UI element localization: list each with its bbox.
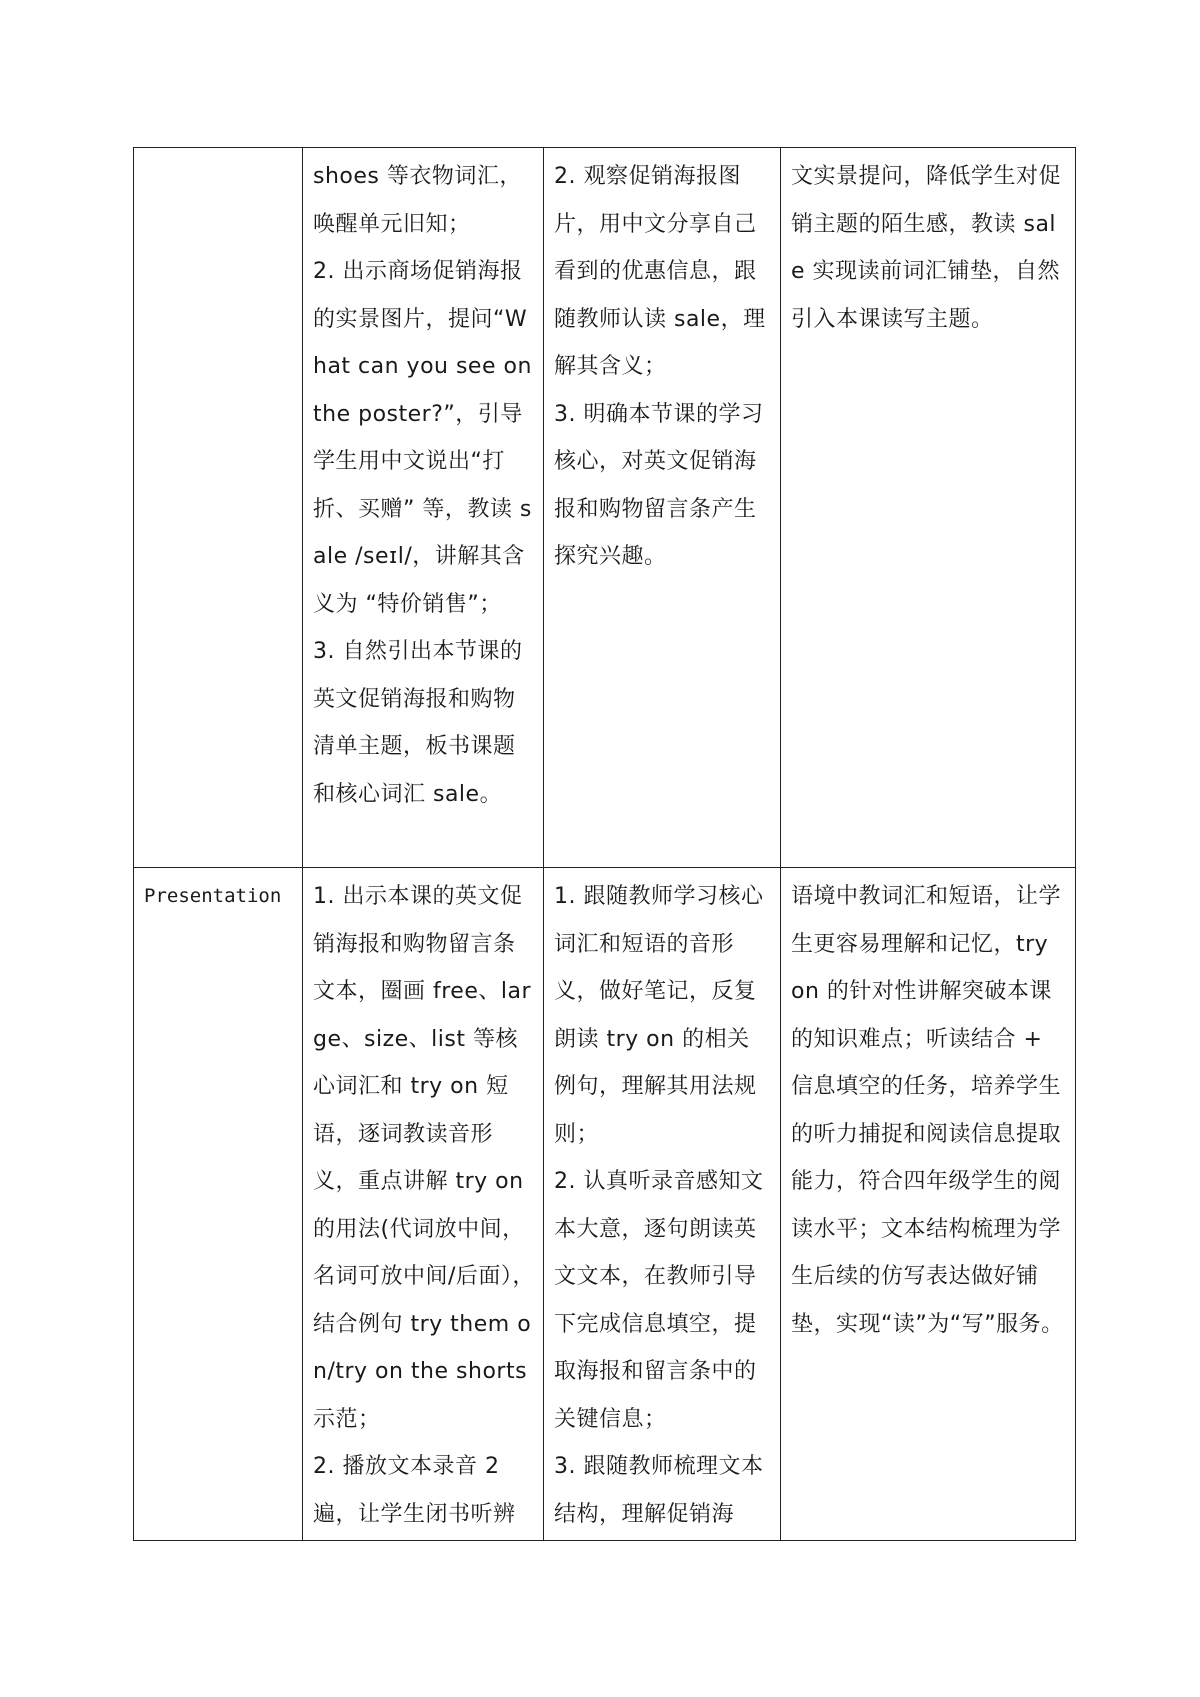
- design-intent-cell: [781, 868, 1076, 1541]
- design-intent-cell: [781, 148, 1076, 868]
- student-activity-item: 3. 明确本节课的学习核心，对英文促销海报和购物留言条产生探究兴趣。: [554, 401, 764, 569]
- teacher-activity-item: 3. 自然引出本节课的英文促销海报和购物清单主题，板书课题和核心词汇 sale。: [313, 639, 523, 807]
- student-activity-item: 2. 认真听录音感知文本大意，逐句朗读英文文本，在教师引导下完成信息填空，提取海报和留言条中的关键信息；: [554, 1169, 764, 1432]
- student-activity-item: 1. 跟随教师学习核心词汇和短语的音形义，做好笔记，反复朗读 try on 的相关例句，理解其用法规则；: [554, 884, 764, 1147]
- teacher-activity-item: 1. 出示本课的英文促销海报和购物留言条文本，圈画 free、large、size、list 等核心词汇和 try on 短语，逐词教读音形义，重点讲解 try on 的用法(代词放中间，名词可放中间/后面），结合例句 try them on/try on the shorts 示范；: [313, 884, 535, 1432]
- teacher-activity-item: 2. 出示商场促销海报的实景图片，提问“What can you see on the poster?”，引导学生用中文说出“打折、买赠” 等，教读 sale /seɪl/，讲解其含义为 “特价销售”；: [313, 259, 532, 617]
- student-activity-cell: [544, 148, 781, 868]
- design-intent-text: 语境中教词汇和短语，让学生更容易理解和记忆，try on 的针对性讲解突破本课的知识难点；听读结合 + 信息填空的任务，培养学生的听力捕捉和阅读信息提取能力，符合四年级学生的阅读水平；文本结构梳理为学生后续的仿写表达做好铺垫，实现“读”为“写”服务。: [791, 884, 1064, 1337]
- table-row: [134, 148, 1076, 868]
- design-intent-text: 文实景提问，降低学生对促销主题的陌生感，教读 sale 实现读前词汇铺垫，自然引入本课读写主题。: [791, 164, 1062, 332]
- teacher-activity-cell: [303, 868, 544, 1541]
- stage-cell: Presentation: [134, 868, 303, 1541]
- student-activity-cell: [544, 868, 781, 1541]
- lesson-plan-table: [133, 147, 1076, 1541]
- teacher-activity-cell: [303, 148, 544, 868]
- student-activity-item: 3. 跟随教师梳理文本结构，理解促销海: [554, 1454, 764, 1527]
- teacher-activity-item: shoes 等衣物词汇，唤醒单元旧知；: [313, 164, 522, 237]
- stage-cell: [134, 148, 303, 868]
- student-activity-item: 2. 观察促销海报图片，用中文分享自己看到的优惠信息，跟随教师认读 sale，理解其含义；: [554, 164, 766, 379]
- teacher-activity-item: 2. 播放文本录音 2 遍，让学生闭书听辨: [313, 1454, 516, 1527]
- table-row: [134, 868, 1076, 1541]
